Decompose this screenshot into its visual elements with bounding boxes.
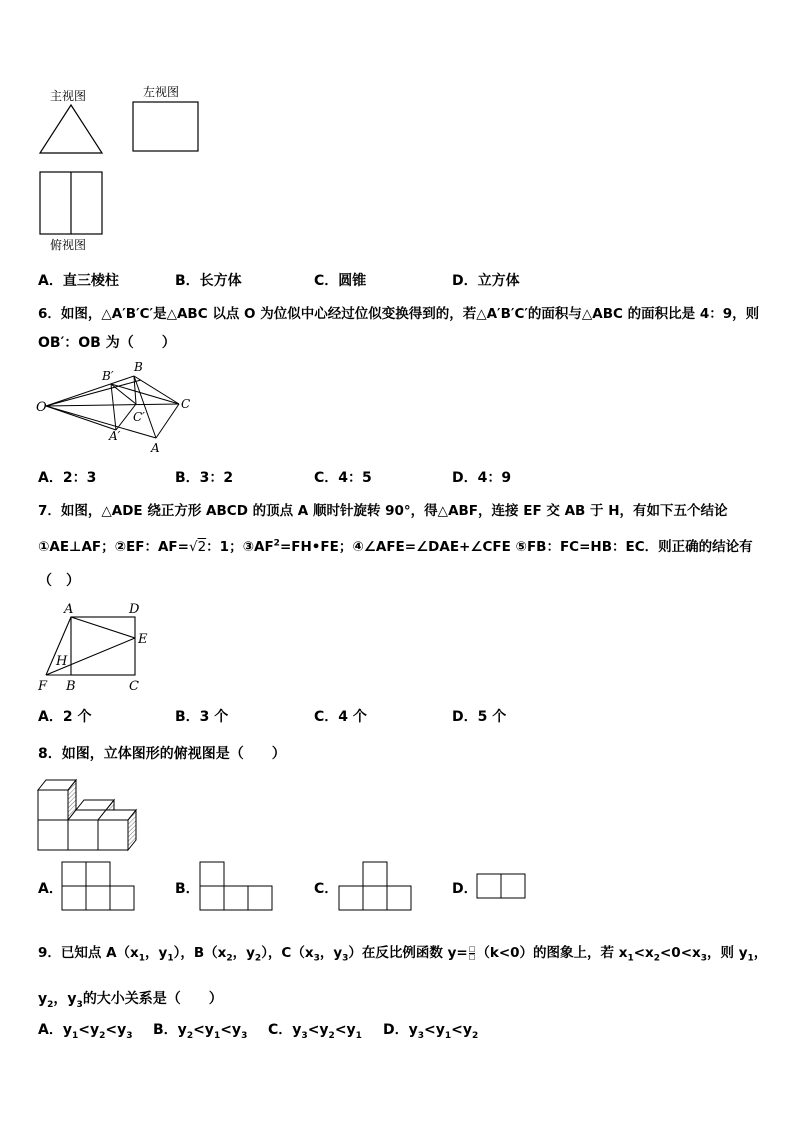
q7-stem-line2: ①AE⊥AF；②EF：AF=√2：1；$③AF^2=FH•FE$；④∠AFE=∠DAE+∠CFE ⑤FB：FC=HB：EC．则正确的结论有 — [38, 538, 753, 555]
q5-option-a: A．直三棱柱 — [38, 273, 119, 289]
q8-option-d-grid — [476, 873, 530, 901]
q6-homothety-figure — [36, 358, 196, 458]
label-D: D — [129, 602, 140, 617]
front-view-label: 主视图 — [50, 89, 87, 103]
q6-stem-line2: OB′：OB 为（ ） — [38, 335, 176, 351]
label-E: E — [138, 632, 148, 647]
q6-option-b: B．3：2 — [175, 470, 234, 486]
q7-option-d: D．5 个 — [452, 709, 507, 725]
q8-option-d: D． — [452, 881, 478, 897]
left-view-rectangle — [132, 101, 200, 153]
q8-option-a-grid — [61, 860, 137, 914]
label-A-prime: A′ — [109, 429, 121, 443]
q7-option-c: C．4 个 — [314, 709, 367, 725]
left-view-label: 左视图 — [143, 85, 180, 99]
label-F: F — [38, 679, 48, 694]
top-view-rectangles — [39, 171, 105, 237]
q7-stem-line1: 7．如图，△ADE 绕正方形 ABCD 的顶点 A 顺时针旋转 90°，得△ABF，连接 EF 交 AB 于 H，有如下五个结论 — [38, 503, 728, 519]
q8-option-b-grid — [199, 860, 275, 914]
q7-option-a: A．2 个 — [38, 709, 92, 725]
label-O: O — [36, 400, 47, 415]
q9-option-b: B．$y_2<y_1<y_3$ — [153, 1022, 248, 1041]
q6-stem-line1: 6．如图，△A′B′C′是△ABC 以点 O 为位似中心经过位似变换得到的，若△A′B′C′的面积与△ABC 的面积比是 4：9，则 — [38, 306, 760, 322]
q8-stem: 8．如图，立体图形的俯视图是（ ） — [38, 746, 286, 762]
q7-square-figure — [36, 600, 156, 696]
q5-option-d: D．立方体 — [452, 273, 520, 289]
label-B: B — [134, 360, 143, 374]
label-H: H — [56, 654, 68, 669]
label-C-prime: C′ — [133, 410, 145, 424]
front-view-triangle — [38, 103, 104, 155]
label-A: A — [151, 441, 160, 455]
q7-option-b: B．3 个 — [175, 709, 229, 725]
top-view-label: 俯视图 — [50, 238, 87, 252]
q8-option-a: A． — [38, 881, 63, 897]
label-A: A — [64, 602, 74, 617]
q9-stem-line2: $y_2$，$y_3$的大小关系是（ ） — [38, 991, 223, 1010]
label-B-prime: B′ — [102, 369, 114, 383]
q8-solid-figure — [36, 776, 140, 852]
q9-stem-line1: 9．已知点 $A(x_1$，$y_1$），$B(x_2$，$y_2$），$C(x_3$，$y_3$）在反比例函数 y= □ □ （k<0）的图象上，若 $x_1<x_2<0<x_3$，则 $y_1$， — [38, 944, 768, 964]
q8-option-c-grid — [338, 860, 414, 914]
q9-option-c: C．$y_3<y_2<y_1$ — [268, 1022, 362, 1041]
q9-option-d: D．$y_3<y_1<y_2$ — [383, 1022, 479, 1041]
q5-option-c: C．圆锥 — [314, 273, 367, 289]
q6-option-c: C．4：5 — [314, 470, 372, 486]
q6-option-d: D．4：9 — [452, 470, 512, 486]
label-B: B — [66, 679, 76, 694]
label-C: C — [129, 679, 139, 694]
q8-option-b: B． — [175, 881, 200, 897]
q5-option-b: B．长方体 — [175, 273, 242, 289]
q6-option-a: A．2：3 — [38, 470, 97, 486]
label-C: C — [181, 397, 191, 411]
q7-stem-line3: （ ） — [38, 573, 80, 589]
q8-option-c: C． — [314, 881, 339, 897]
q9-option-a: A．$y_1<y_2<y_3$ — [38, 1022, 133, 1041]
